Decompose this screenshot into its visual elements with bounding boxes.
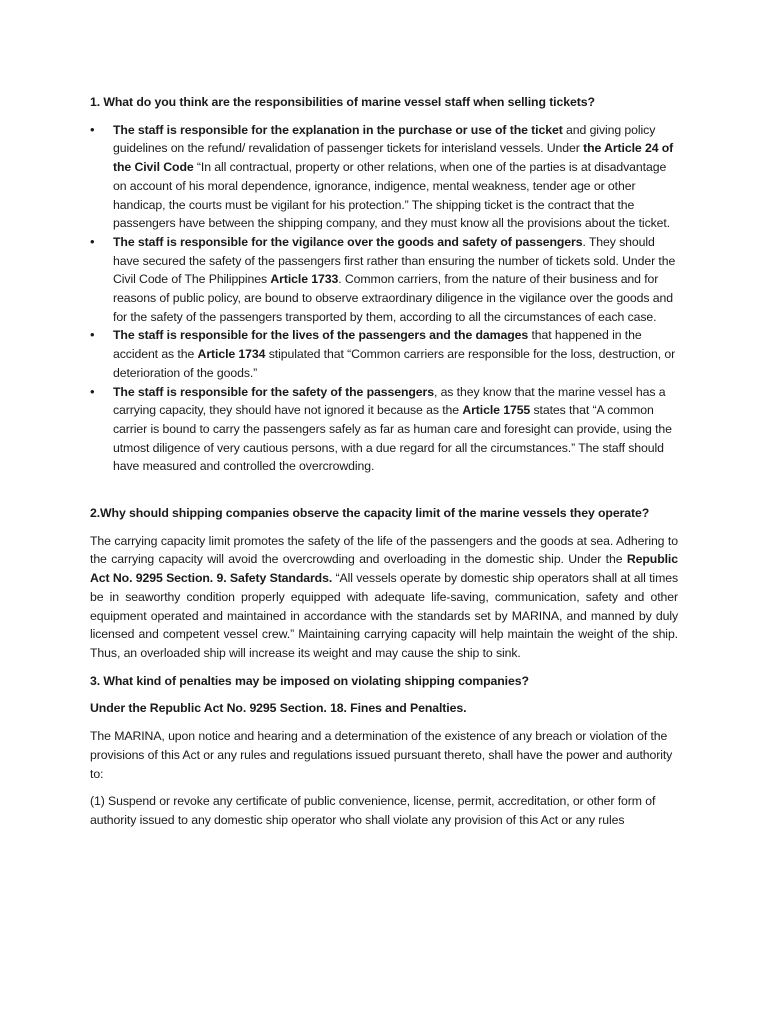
article-reference: Article 1734 bbox=[197, 347, 266, 362]
article-reference: the Article 24 of the Civil Code bbox=[113, 141, 674, 175]
bold-phrase: The staff is responsible for the explanation in the purchase or use of the ticket bbox=[113, 122, 563, 137]
responsibilities-list bbox=[90, 121, 678, 476]
bold-phrase: The staff is responsible for the safety of the passengers bbox=[113, 384, 434, 399]
body-text: that happened in the accident as the bbox=[113, 328, 642, 362]
list-item bbox=[90, 121, 678, 233]
body-text: states that “A common carrier is bound to carry the passengers safely as far as human care and foresight can provide, using the utmost diligence of very cautious persons, with a due regard for all the circumstances.” The staff should have measured and controlled the overcrowding. bbox=[113, 403, 672, 474]
article-reference: Article 1733 bbox=[270, 272, 339, 287]
body-text: , as they know that the marine vessel has a carrying capacity, they should have not ignored it because as the bbox=[113, 384, 666, 418]
list-item bbox=[90, 326, 678, 382]
statute-reference: Republic Act No. 9295 Section. 9. Safety Standards. bbox=[90, 552, 678, 586]
bold-phrase: The staff is responsible for the lives of the passengers and the damages bbox=[113, 328, 529, 343]
body-text: stipulated that “Common carriers are responsible for the loss, destruction, or deterioration of the goods.” bbox=[113, 347, 676, 380]
body-text: “In all contractual, property or other relations, when one of the parties is at disadvantage on account of his moral dependence, ignorance, indigence, mental weakness, tender age or other handicap, the courts must be vigilant for his protection.” The shipping ticket is the contract that the passengers have between the shipping company, and they must know all the provisions about the ticket. bbox=[113, 160, 671, 231]
body-text: and giving policy guidelines on the refund/ revalidation of passenger tickets for interisland vessels. Under bbox=[113, 122, 656, 156]
body-text: . They should have secured the safety of the passengers first rather than ensuring the number of tickets sold. Under the Civil Code of The Philippines bbox=[113, 234, 676, 287]
statute-subheading: Under the Republic Act No. 9295 Section. 18. Fines and Penalties. bbox=[90, 701, 467, 716]
question-3-heading: 3. What kind of penalties may be imposed on violating shipping companies? bbox=[90, 673, 529, 688]
list-item bbox=[90, 383, 678, 477]
body-text: The carrying capacity limit promotes the safety of the life of the passengers and the goods at sea. Adhering to the carrying capacity will avoid the overcrowding and overloading in the domestic ship. Under the bbox=[90, 533, 678, 567]
bold-phrase: The staff is responsible for the vigilance over the goods and safety of passengers bbox=[113, 234, 583, 249]
body-text: “All vessels operate by domestic ship operators shall at all times be in seaworthy condition properly equipped with adequate life-saving, communication, safety and other equipment operated and maintained in accordance with the standards set by MARINA, and manned by duly licensed and competent vessel crew.” Maintaining carrying capacity will help maintain the weight of the ship. Thus, an overloaded ship will increase its weight and may cause the ship to sink. bbox=[90, 571, 678, 660]
question-1-heading: 1. What do you think are the responsibilities of marine vessel staff when selling tickets? bbox=[90, 95, 595, 109]
question-2-answer bbox=[90, 532, 678, 663]
body-text: . Common carriers, from the nature of their business and for reasons of public policy, are bound to observe extraordinary diligence in the vigilance over the goods and for the safety of the passengers transported by them, according to all the circumstances of each case. bbox=[113, 272, 673, 324]
question-2-heading: 2.Why should shipping companies observe the capacity limit of the marine vessels they operate? bbox=[90, 506, 650, 521]
article-reference: Article 1755 bbox=[462, 403, 531, 418]
list-item bbox=[90, 233, 678, 327]
penalty-item-1: (1) Suspend or revoke any certificate of public convenience, license, permit, accreditation, or other form of authority issued to any domestic ship operator who shall violate any provision of this Act or any rules bbox=[90, 794, 656, 827]
marina-paragraph: The MARINA, upon notice and hearing and a determination of the existence of any breach or violation of the provisions of this Act or any rules and regulations issued pursuant thereto, shall have the power and authority to: bbox=[90, 729, 673, 781]
